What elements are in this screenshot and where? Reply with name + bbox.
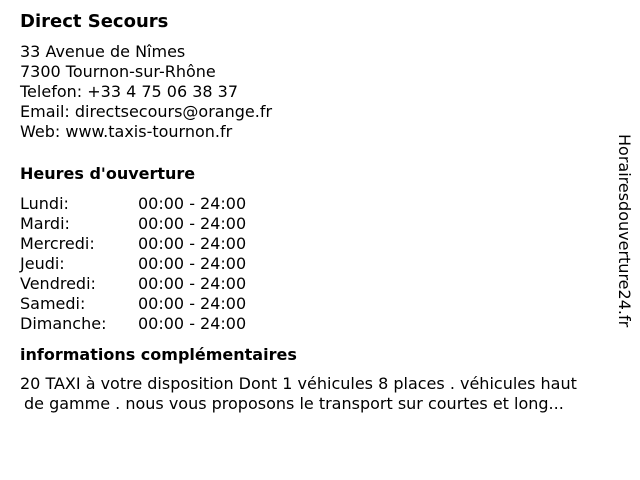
site-watermark: Horairesdouverture24.fr	[615, 134, 634, 328]
city-address: 7300 Tournon-sur-Rhône	[20, 62, 216, 81]
phone-number: Telefon: +33 4 75 06 38 37	[20, 82, 239, 101]
hours-row	[20, 214, 610, 234]
time-range: 00:00 - 24:00	[138, 294, 247, 313]
day-label: Dimanche:	[20, 314, 107, 333]
day-label: Mercredi:	[20, 234, 95, 253]
hours-row	[20, 314, 610, 334]
info-line-2: de gamme . nous vous proposons le transport sur courtes et long...	[24, 394, 564, 413]
street-address: 33 Avenue de Nîmes	[20, 42, 186, 61]
time-range: 00:00 - 24:00	[138, 254, 247, 273]
time-range: 00:00 - 24:00	[138, 234, 247, 253]
time-range: 00:00 - 24:00	[138, 194, 247, 213]
day-label: Jeudi:	[20, 254, 65, 273]
hours-table	[20, 194, 610, 334]
info-heading: informations complémentaires	[20, 345, 297, 364]
hours-row	[20, 254, 610, 274]
time-range: 00:00 - 24:00	[138, 214, 247, 233]
business-card	[20, 10, 610, 414]
hours-row	[20, 294, 610, 314]
day-label: Lundi:	[20, 194, 69, 213]
email-address: Email: directsecours@orange.fr	[20, 102, 273, 121]
website-address: Web: www.taxis-tournon.fr	[20, 122, 233, 141]
hours-row	[20, 274, 610, 294]
day-label: Samedi:	[20, 294, 86, 313]
info-description	[20, 374, 640, 414]
day-label: Mardi:	[20, 214, 70, 233]
day-label: Vendredi:	[20, 274, 96, 293]
time-range: 00:00 - 24:00	[138, 274, 247, 293]
info-line-1: 20 TAXI à votre disposition Dont 1 véhicules 8 places . véhicules haut	[20, 374, 577, 393]
hours-heading: Heures d'ouverture	[20, 164, 196, 183]
hours-row	[20, 234, 610, 254]
business-name: Direct Secours	[20, 11, 169, 32]
hours-row	[20, 194, 610, 214]
time-range: 00:00 - 24:00	[138, 314, 247, 333]
address-block	[20, 42, 610, 142]
